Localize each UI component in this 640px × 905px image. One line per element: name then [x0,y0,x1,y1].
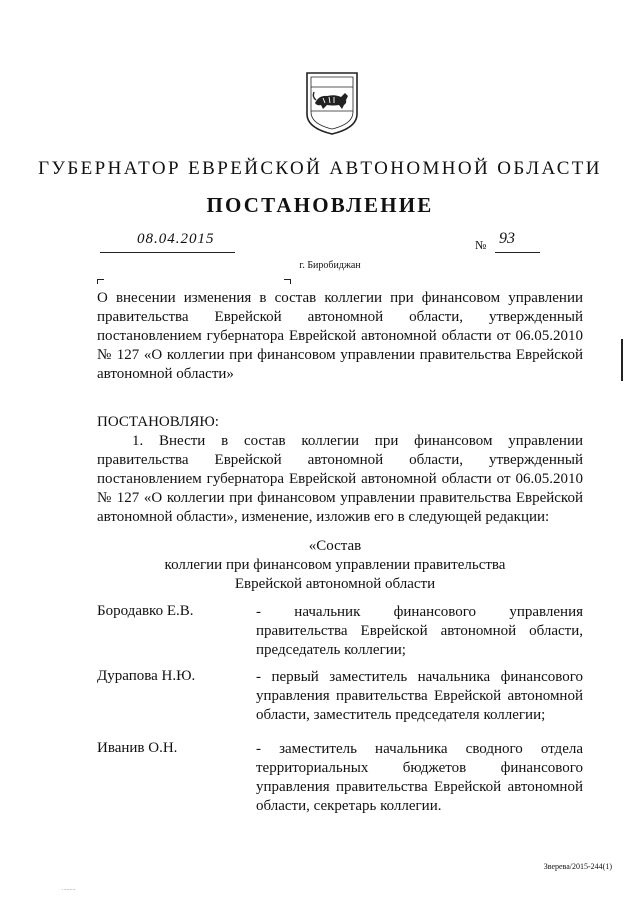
member-role: - начальник финансового управления правительства Еврейской автономной области, председатель коллегии; [256,604,583,658]
document-type: ПОСТАНОВЛЕНИЕ [206,193,434,217]
footer-reference: Зверева/2015-244(1) [543,862,612,871]
city-line: г. Биробиджан [299,260,361,271]
coat-of-arms-tiger-icon [303,70,361,136]
scan-edge-line [621,339,623,381]
subject-corner-right [284,279,291,284]
member-name: Дурапова Н.Ю. [97,668,196,684]
document-subject: О внесении изменения в состав коллегии при финансовом управлении правительства Еврейской автономной области, утвержденный постановлением губернатора Еврейской автономной области от 06.05.2010 № 127 «О коллегии при финансовом управлении правительства Еврейской автономной области» [97,290,583,382]
document-number [475,230,540,253]
composition-title-line: «Состав [308,538,362,554]
handwritten-date: 08.04.2015 [137,231,215,247]
composition-title [0,537,640,594]
document-date [100,231,235,253]
composition-title-line: коллегии при финансовом управлении правительства [164,557,506,573]
scan-artifact: ......... [62,886,76,892]
member-role: - заместитель начальника сводного отдела территориальных бюджетов финансового управления правительства Еврейской автономной области, секретарь коллегии. [256,741,583,814]
handwritten-number: 93 [499,230,515,247]
date-underline [100,252,235,253]
number-sign: № [475,238,487,252]
issuer-title: ГУБЕРНАТОР ЕВРЕЙСКОЙ АВТОНОМНОЙ ОБЛАСТИ [38,158,602,179]
number-underline [495,252,540,253]
decree-heading: ПОСТАНОВЛЯЮ: [97,414,219,430]
subject-corner-left [97,279,104,284]
decree-section [97,413,583,527]
member-name: Иванив О.Н. [97,740,178,756]
composition-title-line: Еврейской автономной области [234,576,436,592]
member-name: Бородавко Е.В. [97,603,194,619]
decree-item-1: 1. Внести в состав коллегии при финансовом управлении правительства Еврейской автономной области, утвержденный постановлением губернатора Еврейской автономной области от 06.05.2010 № 127 «О коллегии при финансовом управлении правительства Еврейской автономной области», изменение, изложив его в следующей редакции: [97,433,583,525]
member-role: - первый заместитель начальника финансового управления правительства Еврейской автономной области, заместитель председателя коллегии; [256,669,583,723]
